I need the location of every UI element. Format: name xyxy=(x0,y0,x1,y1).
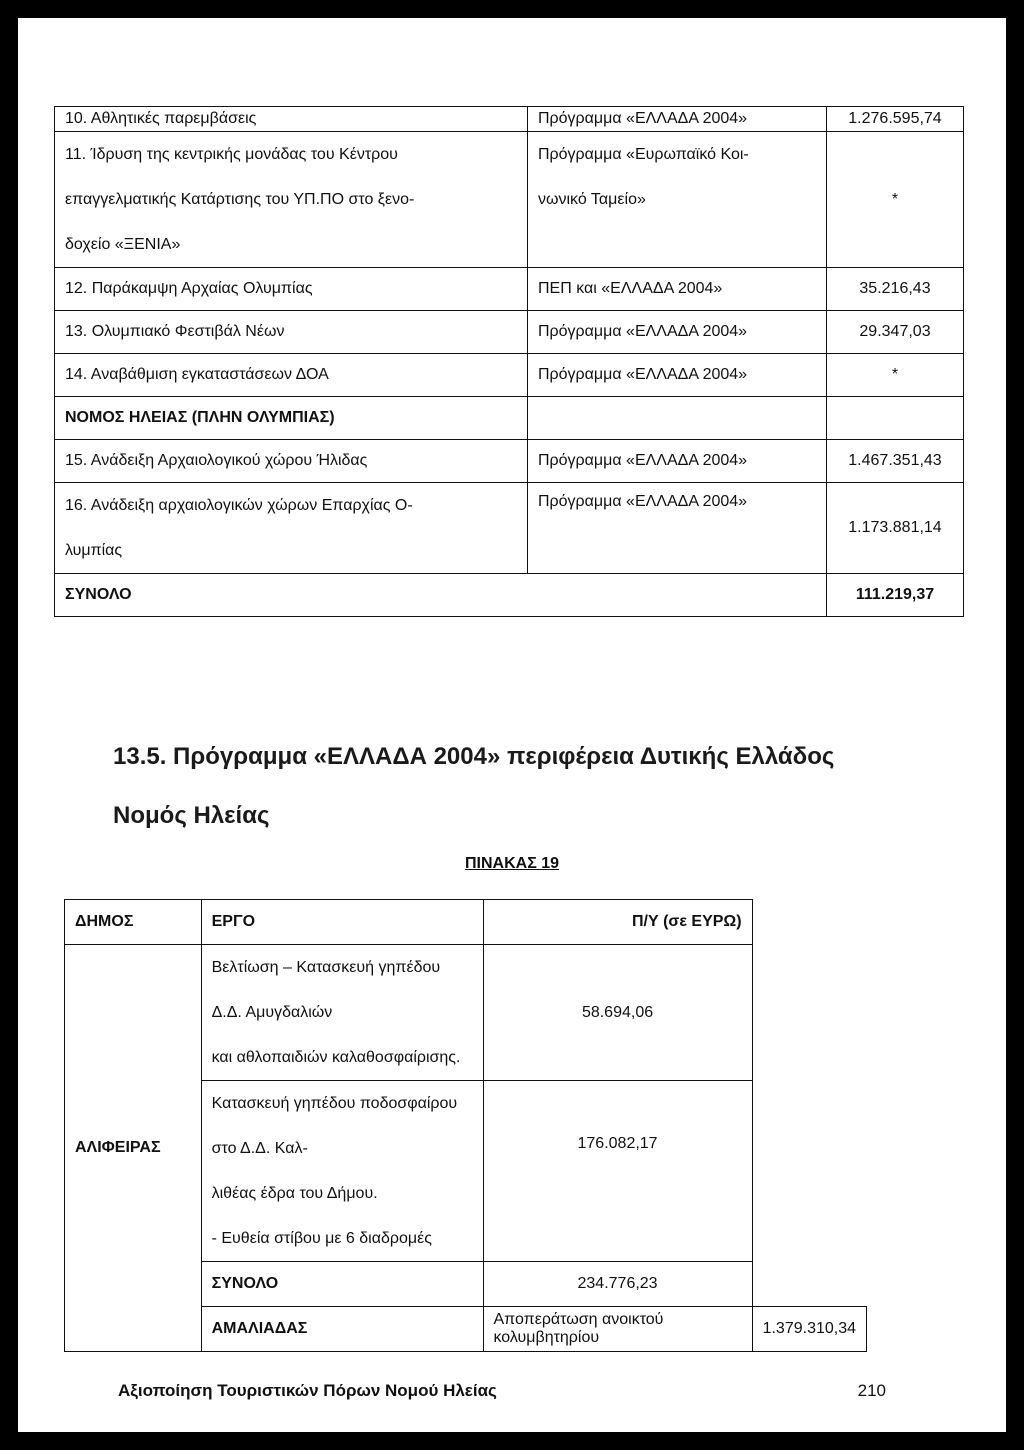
amount-cell: 1.276.595,74 xyxy=(827,107,964,132)
project-cell xyxy=(201,1081,483,1262)
project-line: 11. Ίδρυση της κεντρικής μονάδας του Κέντρου xyxy=(65,146,398,163)
table-row xyxy=(55,354,964,397)
total-amount: 234.776,23 xyxy=(483,1262,752,1307)
amount-cell: * xyxy=(827,132,964,268)
project-cell: Αποπεράτωση ανοικτού κολυμβητηρίου xyxy=(483,1307,752,1352)
section-heading: 13.5. Πρόγραμμα «ΕΛΛΑΔΑ 2004» περιφέρεια Δυτικής Ελλάδος xyxy=(113,743,835,770)
section-row xyxy=(55,397,964,440)
region-heading: ΝΟΜΟΣ ΗΛΕΙΑΣ (ΠΛΗΝ ΟΛΥΜΠΙΑΣ) xyxy=(55,397,528,440)
total-row xyxy=(55,574,964,617)
table-row xyxy=(55,311,964,354)
table-row xyxy=(55,107,964,132)
program-line: Πρόγραμμα «Ευρωπαϊκό Κοι- xyxy=(538,146,749,163)
program-cell xyxy=(528,132,827,268)
project-cell: 13. Ολυμπιακό Φεστιβάλ Νέων xyxy=(55,311,528,354)
program-cell: Πρόγραμμα «ΕΛΛΑΔΑ 2004» xyxy=(528,354,827,397)
table-row xyxy=(65,945,867,1081)
project-cell xyxy=(55,483,528,574)
program-line: νωνικό Ταμείο» xyxy=(538,191,646,208)
header-project: ΕΡΓΟ xyxy=(201,900,483,945)
section-subheading: Νομός Ηλείας xyxy=(113,802,270,829)
project-cell: 15. Ανάδειξη Αρχαιολογικού χώρου Ήλιδας xyxy=(55,440,528,483)
municipality-cell: ΑΛΙΦΕΙΡΑΣ xyxy=(65,945,202,1352)
document-page xyxy=(18,18,1006,1432)
empty-cell xyxy=(528,397,827,440)
program-cell: Πρόγραμμα «ΕΛΛΑΔΑ 2004» xyxy=(528,483,827,574)
amount-cell: 1.467.351,43 xyxy=(827,440,964,483)
project-line: Βελτίωση – Κατασκευή γηπέδου Δ.Δ. Αμυγδαλιών xyxy=(211,959,441,1021)
total-amount: 111.219,37 xyxy=(827,574,964,617)
amount-cell: 1.173.881,14 xyxy=(827,483,964,574)
program-cell: Πρόγραμμα «ΕΛΛΑΔΑ 2004» xyxy=(528,311,827,354)
project-cell: 14. Αναβάθμιση εγκαταστάσεων ΔΟΑ xyxy=(55,354,528,397)
footer-title: Αξιοποίηση Τουριστικών Πόρων Νομού Ηλείας xyxy=(118,1381,497,1400)
page-footer xyxy=(118,1381,886,1401)
amount-cell: 35.216,43 xyxy=(827,268,964,311)
table-row xyxy=(55,440,964,483)
empty-cell xyxy=(528,574,827,617)
header-municipality: ΔΗΜΟΣ xyxy=(65,900,202,945)
amount-cell: 58.694,06 xyxy=(483,945,752,1081)
amount-cell: 176.082,17 xyxy=(483,1081,752,1262)
project-cell: 10. Αθλητικές παρεμβάσεις xyxy=(55,107,528,132)
amount-cell: 29.347,03 xyxy=(827,311,964,354)
project-line: - Ευθεία στίβου με 6 διαδρομές xyxy=(211,1230,432,1247)
table-caption: ΠΙΝΑΚΑΣ 19 xyxy=(464,855,560,872)
total-label: ΣΥΝΟΛΟ xyxy=(55,574,528,617)
amount-cell: 1.379.310,34 xyxy=(752,1307,866,1352)
project-line: Κατασκευή γηπέδου ποδοσφαίρου στο Δ.Δ. Καλ- xyxy=(211,1095,458,1157)
amount-cell: * xyxy=(827,354,964,397)
total-label: ΣΥΝΟΛΟ xyxy=(201,1262,483,1307)
project-line: λυμπίας xyxy=(65,542,123,559)
program-cell: ΠΕΠ και «ΕΛΛΑΔΑ 2004» xyxy=(528,268,827,311)
project-line: επαγγελματικής Κατάρτισης του ΥΠ.ΠΟ στο ξενο- xyxy=(65,191,415,208)
program-cell: Πρόγραμμα «ΕΛΛΑΔΑ 2004» xyxy=(528,440,827,483)
project-line: 16. Ανάδειξη αρχαιολογικών χώρων Επαρχίας Ο- xyxy=(65,497,413,514)
municipal-projects-table xyxy=(64,899,867,1352)
project-cell: 12. Παράκαμψη Αρχαίας Ολυμπίας xyxy=(55,268,528,311)
project-line: λιθέας έδρα του Δήμου. xyxy=(211,1185,378,1202)
header-budget: Π/Υ (σε ΕΥΡΩ) xyxy=(483,900,752,945)
empty-cell xyxy=(827,397,964,440)
projects-table xyxy=(54,106,964,617)
table-row xyxy=(55,483,964,574)
page-number: 210 xyxy=(857,1381,886,1400)
program-cell: Πρόγραμμα «ΕΛΛΑΔΑ 2004» xyxy=(528,107,827,132)
project-line: δοχείο «ΞΕΝΙΑ» xyxy=(65,236,181,253)
table-row xyxy=(55,268,964,311)
project-cell xyxy=(55,132,528,268)
municipality-cell: ΑΜΑΛΙΑΔΑΣ xyxy=(201,1307,483,1352)
header-row xyxy=(65,900,867,945)
table-row xyxy=(55,132,964,268)
project-cell xyxy=(201,945,483,1081)
project-line: και αθλοπαιδιών καλαθοσφαίρισης. xyxy=(211,1049,461,1066)
